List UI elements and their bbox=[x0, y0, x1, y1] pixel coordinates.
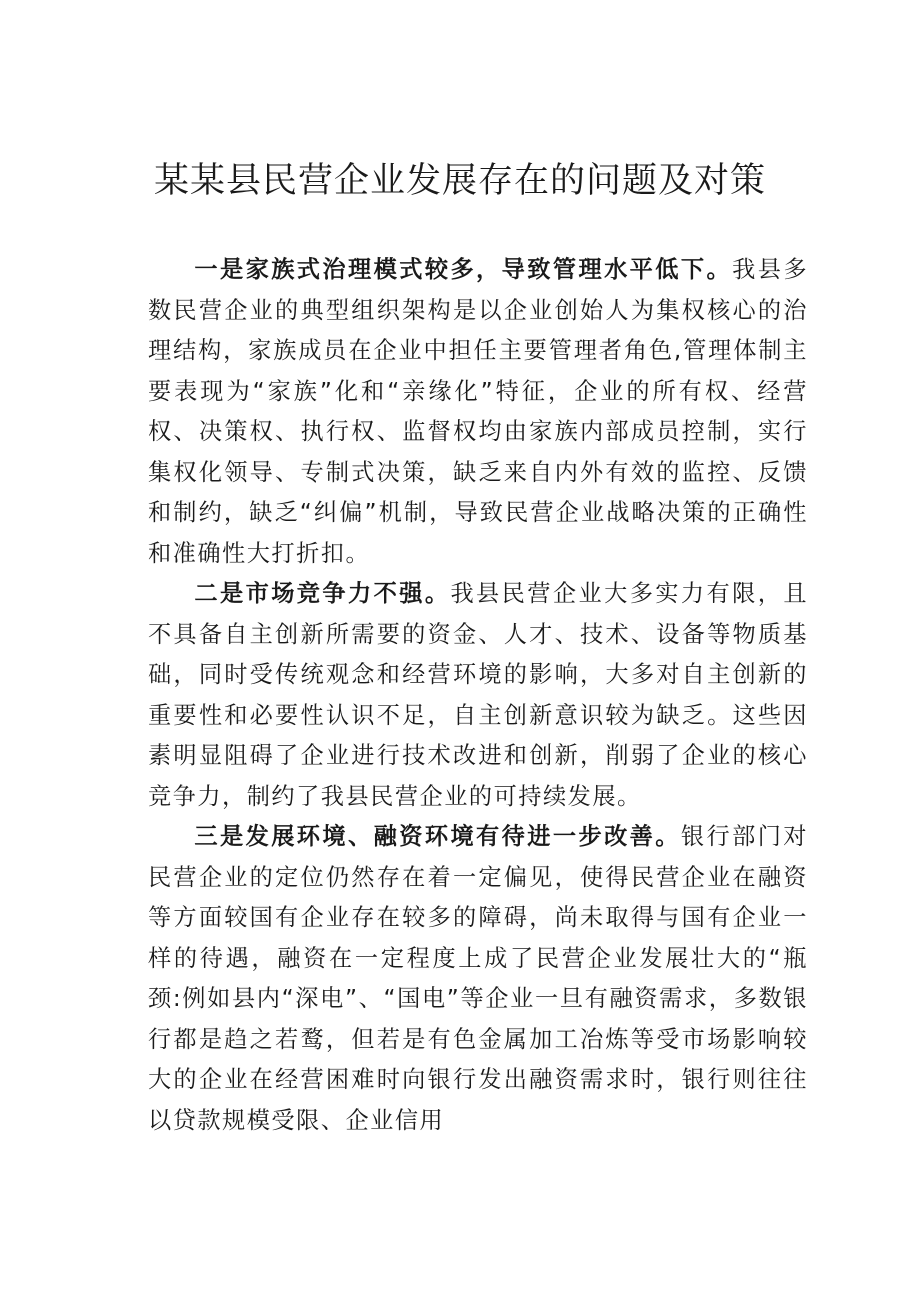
document-body bbox=[148, 250, 808, 1141]
paragraph-3-text: 银行部门对民营企业的定位仍然存在着一定偏见，使得民营企业在融资等方面较国有企业存在较多的障碍，尚未取得与国有企业一样的待遇，融资在一定程度上成了民营企业发展壮大的“瓶颈:例如县内“深电”、“国电”等企业一旦有融资需求，多数银行都是趋之若鹜，但若是有色金属加工冶炼等受市场影响较大的企业在经营困难时向银行发出融资需求时，银行则往往以贷款规模受限、企业信用 bbox=[148, 823, 808, 1134]
paragraph-1-text: 我县多数民营企业的典型组织架构是以企业创始人为集权核心的治理结构，家族成员在企业中担任主要管理者角色,管理体制主要表现为“家族”化和“亲缘化”特征，企业的所有权、经营权、决策权、执行权、监督权均由家族内部成员控制，实行集权化领导、专制式决策，缺乏来自内外有效的监控、反馈和制约，缺乏“纠偏”机制，导致民营企业战略决策的正确性和准确性大打折扣。 bbox=[148, 256, 809, 567]
paragraph-2-heading: 二是市场竞争力不强。 bbox=[194, 580, 451, 607]
paragraph-2-text: 我县民营企业大多实力有限，且不具备自主创新所需要的资金、人才、技术、设备等物质基础，同时受传统观念和经营环境的影响，大多对自主创新的重要性和必要性认识不足，自主创新意识较为缺乏。这些因素明显阻碍了企业进行技术改进和创新，削弱了企业的核心竞争力，制约了我县民营企业的可持续发展。 bbox=[148, 580, 809, 810]
paragraph-1-heading: 一是家族式治理模式较多，导致管理水平低下。 bbox=[194, 256, 733, 283]
paragraph-1 bbox=[148, 250, 808, 574]
paragraph-3-heading: 三是发展环境、融资环境有待进一步改善。 bbox=[194, 823, 681, 850]
paragraph-3 bbox=[148, 817, 808, 1141]
document-title: 某某县民营企业发展存在的问题及对策 bbox=[153, 161, 766, 201]
paragraph-2 bbox=[148, 574, 808, 817]
